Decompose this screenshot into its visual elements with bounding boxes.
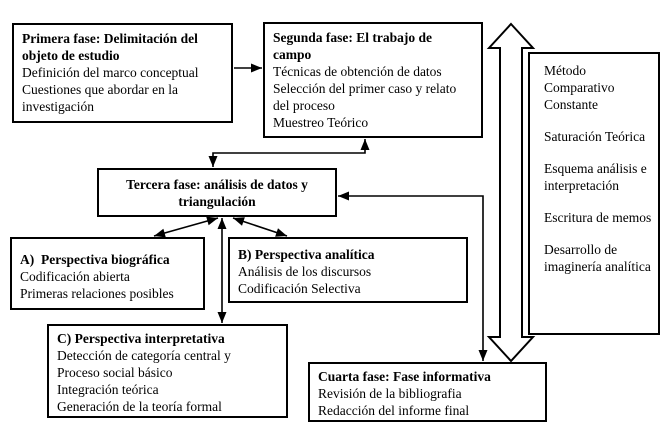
arrow-tercera-perspectiva-c-head: [218, 218, 227, 229]
box-primera-title: Primera fase: Delimitación del objeto de estudio: [22, 31, 202, 63]
box-tercera-title: Tercera fase: análisis de datos y triangulación: [126, 177, 312, 209]
metodos-item: Método Comparativo Constante: [544, 63, 615, 112]
box-primera-line: Definición del marco conceptual: [22, 65, 199, 80]
metodos-item: Escritura de memos: [544, 210, 652, 225]
metodos-item: Saturación Teórica: [544, 129, 646, 144]
box-segunda-title: Segunda fase: El trabajo de campo: [273, 30, 436, 62]
box-perspectiva-c-line: Integración teórica: [57, 382, 159, 397]
box-perspectiva-a-line: Primeras relaciones posibles: [20, 286, 174, 301]
box-perspectiva-b-line: Análisis de los discursos: [238, 264, 372, 279]
arrow-tercera-perspectiva-a-head: [206, 217, 218, 226]
box-perspectiva-a-line: Codificación abierta: [20, 269, 130, 284]
box-perspectiva-c-line: Detección de categoría central y: [57, 348, 231, 363]
box-cuarta-fase: [308, 362, 547, 422]
box-primera-fase: [12, 23, 233, 123]
arrow-tercera-cuarta-head: [338, 192, 349, 201]
box-primera-line: Cuestiones que abordar en la investigación: [22, 82, 178, 114]
box-perspectiva-a-title: A) Perspectiva biográfica: [20, 252, 170, 267]
box-perspectiva-biografica: [10, 237, 205, 310]
box-segunda-fase: [263, 22, 483, 138]
box-segunda-line: Técnicas de obtención de datos: [273, 64, 442, 79]
arrow-tercera-perspectiva-b-head: [275, 228, 287, 237]
arrow-tercera-perspectiva-b: [233, 218, 287, 236]
box-perspectiva-b-title: B) Perspectiva analítica: [238, 247, 375, 262]
box-perspectiva-c-line: Proceso social básico: [57, 365, 173, 380]
box-perspectiva-c-line: Generación de la teoría formal: [57, 399, 222, 414]
arrow-segunda-tercera-head: [361, 139, 370, 150]
box-segunda-line: Selección del primer caso y relato del proceso: [273, 81, 457, 113]
box-segunda-line: Muestreo Teórico: [273, 115, 369, 130]
arrow-segunda-tercera-head: [209, 156, 218, 167]
box-perspectiva-analitica: [228, 237, 468, 303]
double-headed-process-arrow: [489, 24, 533, 361]
box-cuarta-line: Redacción del informe final: [318, 403, 470, 418]
arrow-tercera-perspectiva-b-head: [233, 217, 245, 226]
box-perspectiva-b-line: Codificación Selectiva: [238, 281, 361, 296]
arrow-tercera-perspectiva-c-head: [218, 312, 227, 323]
box-perspectiva-c-title: C) Perspectiva interpretativa: [57, 331, 225, 346]
arrow-primera-to-segunda-head: [251, 64, 262, 73]
arrow-segunda-tercera: [213, 139, 365, 167]
metodos-item: Esquema análisis e interpretación: [544, 161, 647, 193]
box-metodos-analiticos: [528, 52, 660, 335]
arrow-tercera-cuarta-head: [479, 350, 488, 361]
arrow-tercera-perspectiva-a: [154, 218, 218, 236]
box-tercera-fase: [97, 168, 337, 217]
box-cuarta-line: Revisión de la bibliografia: [318, 386, 462, 401]
metodos-item: Desarrollo de imaginería analítica: [544, 242, 651, 274]
box-cuarta-title: Cuarta fase: Fase informativa: [318, 369, 491, 384]
box-perspectiva-interpretativa: [47, 324, 288, 418]
